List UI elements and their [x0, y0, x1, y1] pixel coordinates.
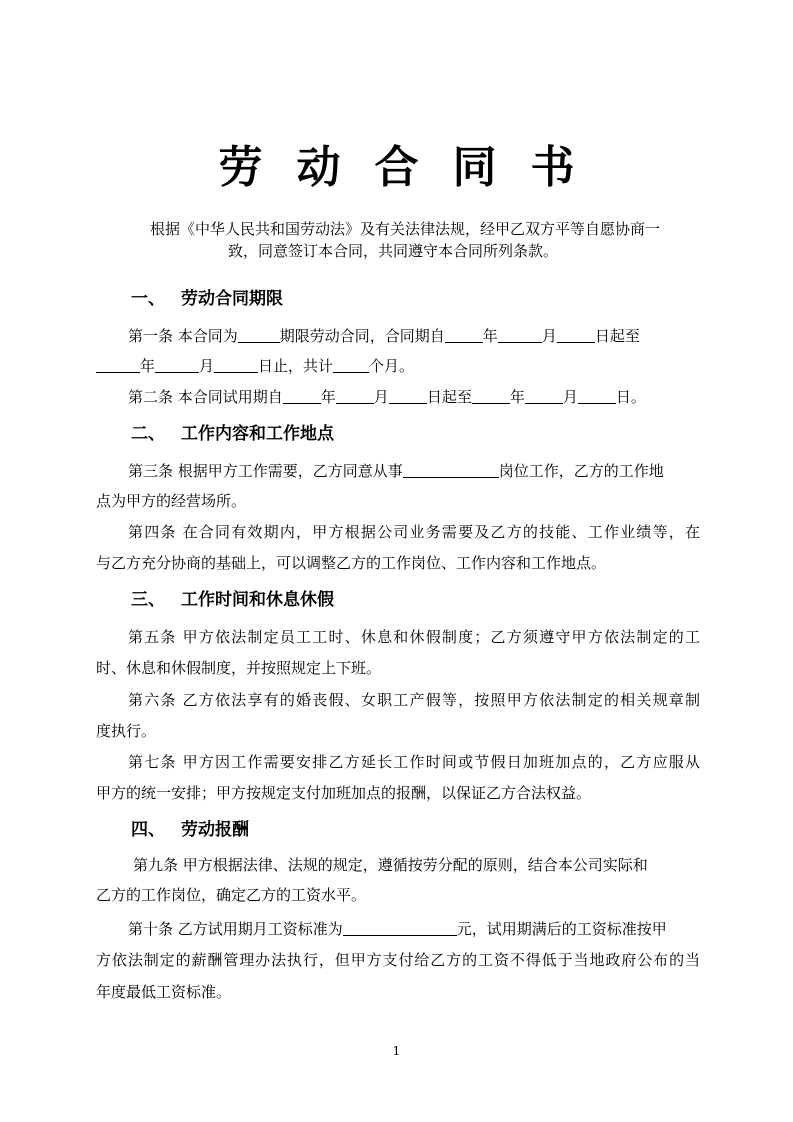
- article-10-line-1: 第十条 乙方试用期月工资标准为 元，试用期满后的工资标准按甲: [128, 920, 667, 938]
- article-1-line-1: 第一条 本合同为 期限劳动合同，合同期自 年 月 日起至: [128, 327, 640, 345]
- article-9-line-1: 第九条 甲方根据法律、法规的规定，遵循按劳分配的原则，结合本公司实际和: [133, 856, 648, 874]
- article-4-line-2: 与乙方充分协商的基础上，可以调整乙方的工作岗位、工作内容和工作地点。: [96, 554, 607, 572]
- section-heading-1: [131, 286, 283, 312]
- blank-start-day[interactable]: [557, 326, 595, 343]
- intro-line-1: 根据《中华人民共和国劳动法》及有关法律法规，经甲乙双方平等自愿协商一: [150, 220, 661, 238]
- blank-probation-end-day[interactable]: [578, 387, 616, 404]
- document-title: 劳动合同书: [218, 142, 609, 193]
- blank-total-months[interactable]: [333, 356, 369, 373]
- article-10-line-2: 方依法制定的薪酬管理办法执行，但甲方支付给乙方的工资不得低于当地政府公布的当: [96, 951, 700, 969]
- article-6-line-1: 第六条 乙方依法享有的婚丧假、女职工产假等，按照甲方依法制定的相关规章制: [128, 691, 700, 709]
- section-number: 一、: [131, 289, 165, 309]
- section-title: 工作时间和休息休假: [181, 590, 334, 610]
- blank-start-year[interactable]: [445, 326, 483, 343]
- blank-start-month[interactable]: [498, 326, 542, 343]
- article-10-line-3: 年度最低工资标准。: [96, 983, 232, 1001]
- article-2: 第二条 本合同试用期自 年 月 日起至 年 月 日。: [128, 388, 646, 406]
- blank-contract-type[interactable]: [238, 326, 280, 343]
- blank-end-year[interactable]: [96, 356, 140, 373]
- section-heading-3: [131, 587, 334, 613]
- blank-probation-start-day[interactable]: [389, 387, 427, 404]
- blank-probation-start-year[interactable]: [283, 387, 321, 404]
- page-number: 1: [392, 1044, 401, 1058]
- blank-probation-salary[interactable]: [343, 919, 457, 936]
- blank-end-month[interactable]: [155, 356, 199, 373]
- article-6-line-2: 度执行。: [96, 722, 157, 740]
- intro-line-2: 致，同意签订本合同，共同遵守本合同所列条款。: [228, 242, 559, 260]
- article-5-line-1: 第五条 甲方依法制定员工工时、休息和休假制度；乙方须遵守甲方依法制定的工: [128, 628, 700, 646]
- section-number: 二、: [131, 424, 165, 444]
- article-7-line-1: 第七条 甲方因工作需要安排乙方延长工作时间或节假日加班加点的，乙方应服从: [128, 753, 700, 771]
- section-heading-4: [131, 817, 249, 843]
- article-3-line-1: 第三条 根据甲方工作需要，乙方同意从事 岗位工作，乙方的工作地: [128, 462, 664, 480]
- article-4-line-1: 第四条 在合同有效期内，甲方根据公司业务需要及乙方的技能、工作业绩等，在: [128, 523, 700, 541]
- article-9-line-2: 乙方的工作岗位，确定乙方的工资水平。: [96, 886, 367, 904]
- section-title: 劳动合同期限: [181, 289, 283, 309]
- blank-probation-end-year[interactable]: [472, 387, 510, 404]
- article-3-line-2: 点为甲方的经营场所。: [96, 492, 247, 510]
- blank-probation-start-month[interactable]: [336, 387, 374, 404]
- section-number: 四、: [131, 820, 165, 840]
- section-title: 工作内容和工作地点: [181, 424, 334, 444]
- article-1-line-2: 年 月 日止，共计 个月。: [96, 350, 700, 382]
- blank-end-day[interactable]: [214, 356, 258, 373]
- section-title: 劳动报酬: [181, 820, 249, 840]
- article-7-line-2: 甲方的统一安排；甲方按规定支付加班加点的报酬，以保证乙方合法权益。: [96, 784, 592, 802]
- blank-position[interactable]: [403, 461, 499, 478]
- blank-probation-end-month[interactable]: [525, 387, 563, 404]
- article-5-line-2: 时、休息和休假制度，并按照规定上下班。: [96, 659, 382, 677]
- section-heading-2: [131, 421, 334, 447]
- section-number: 三、: [131, 590, 165, 610]
